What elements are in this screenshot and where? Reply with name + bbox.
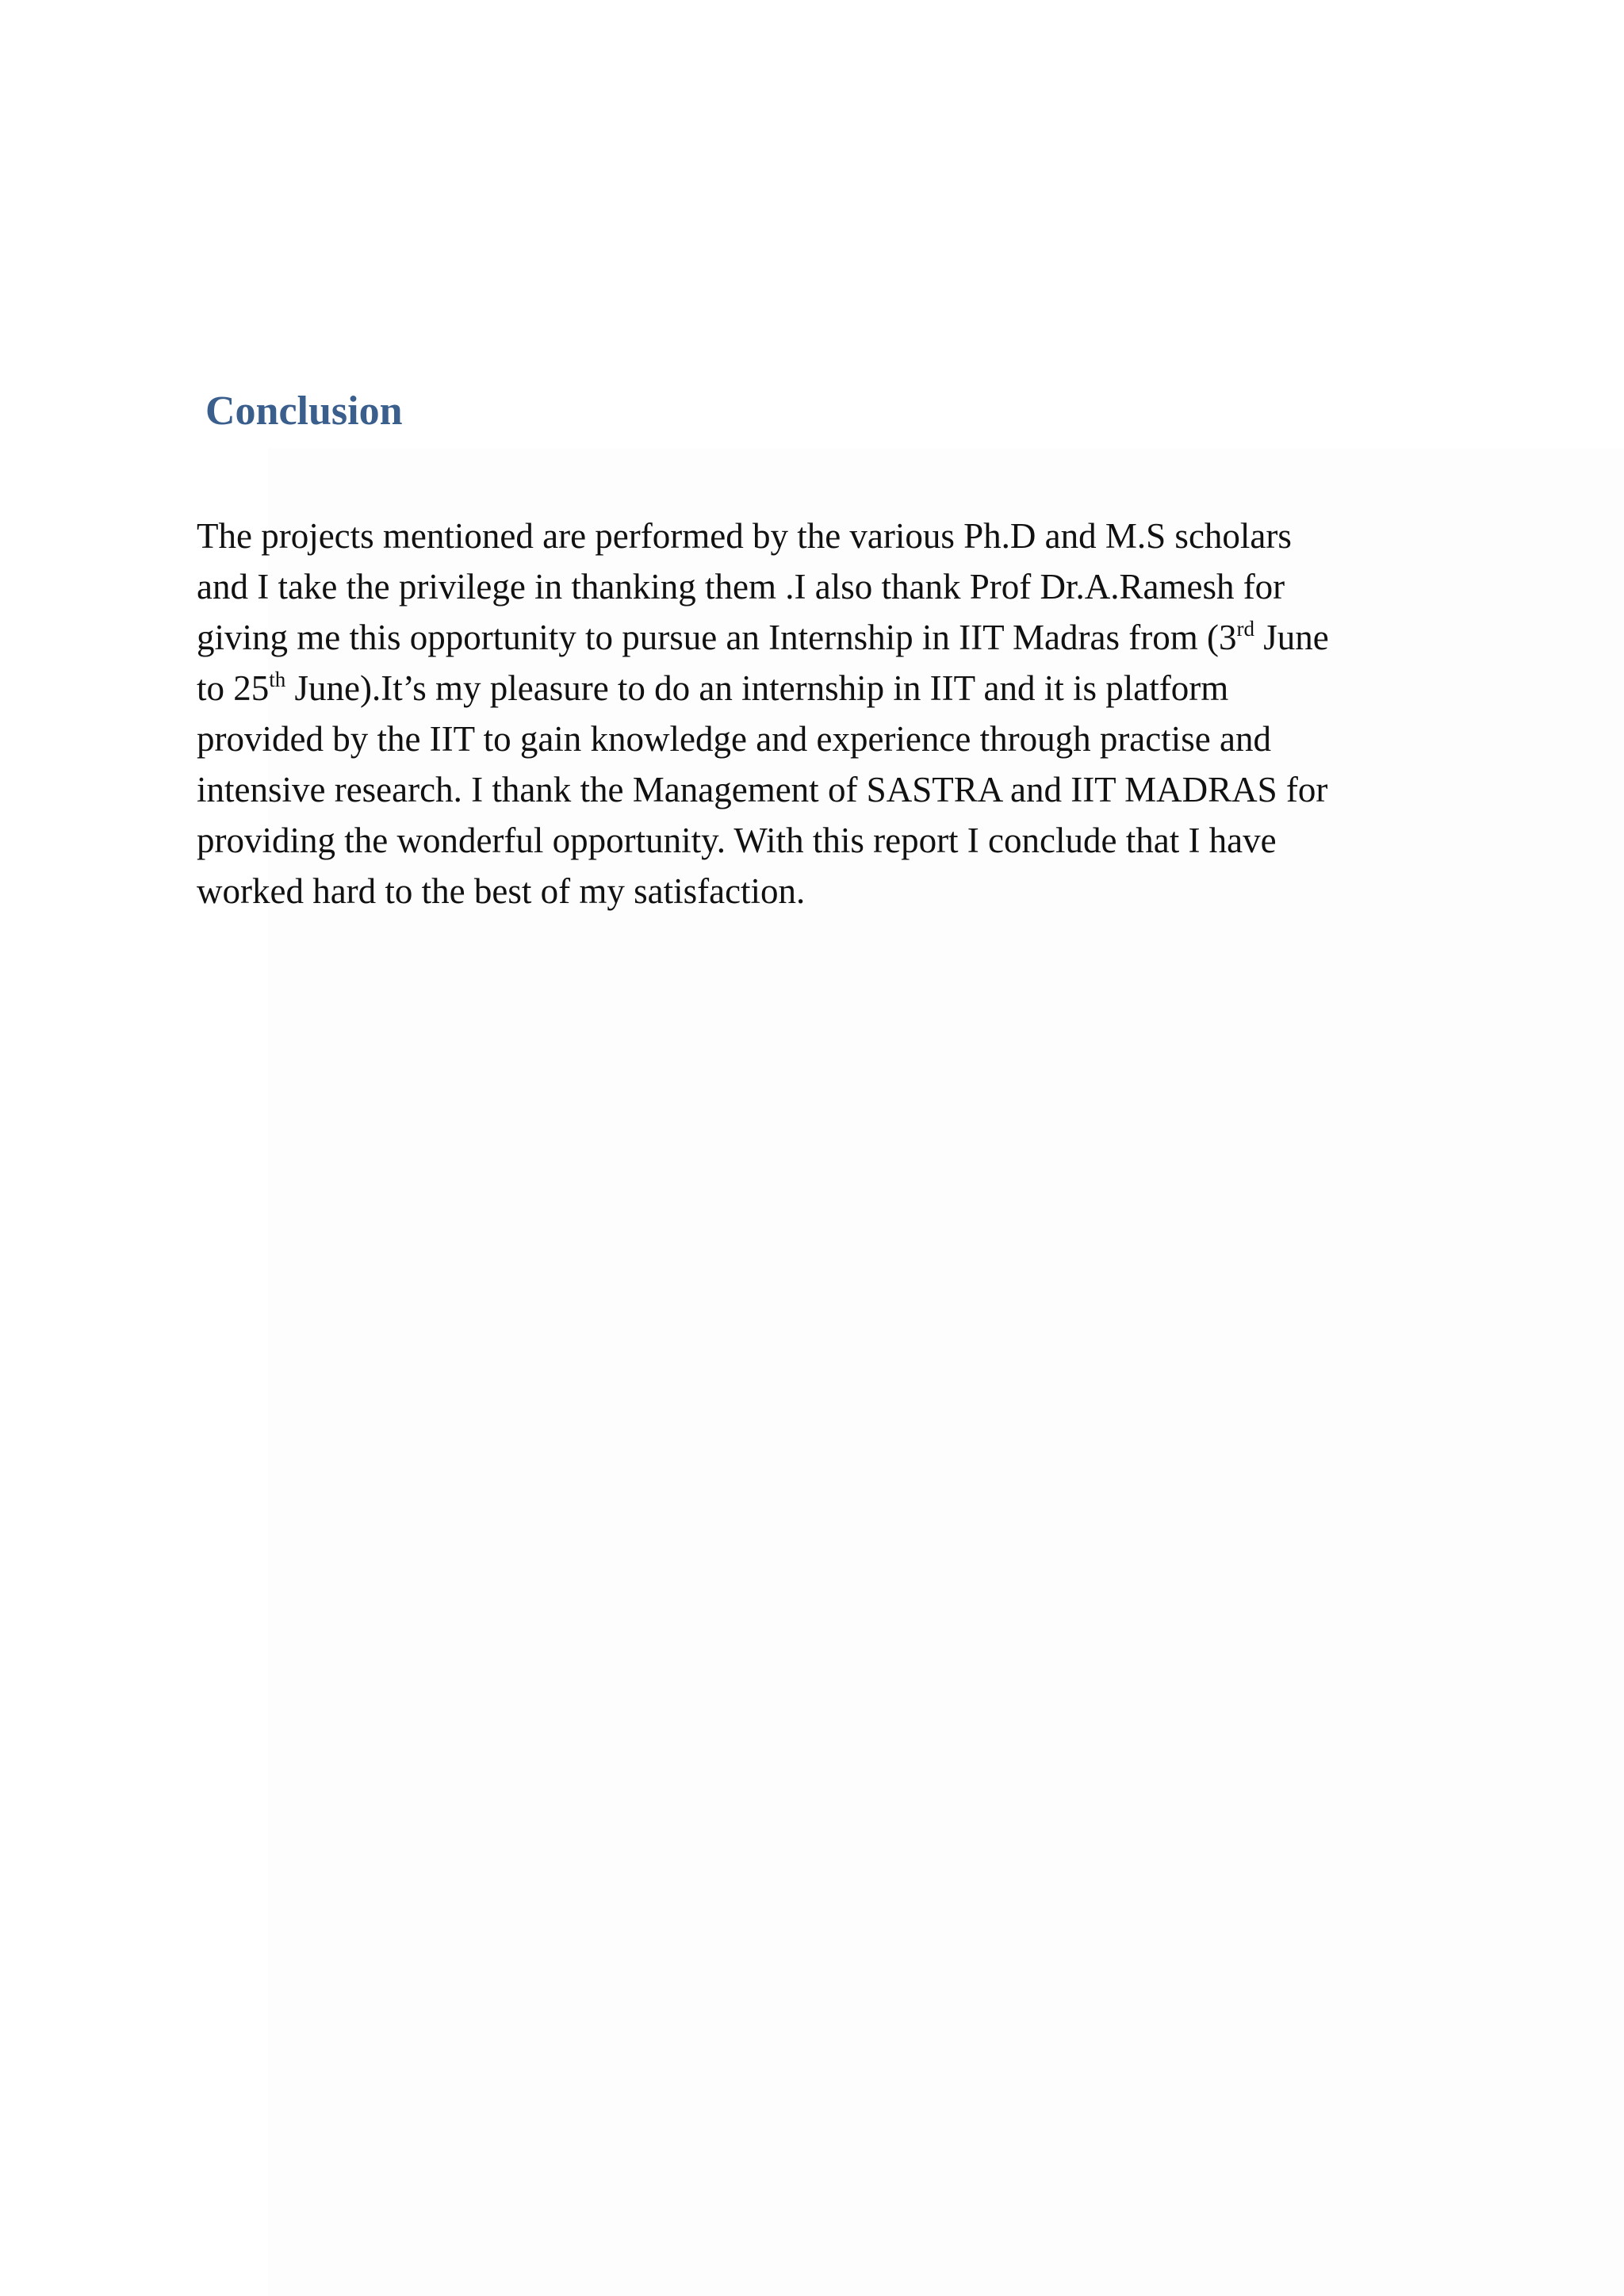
paragraph-line-4 <box>197 663 1450 714</box>
ordinal-suffix-rd: rd <box>1236 617 1254 641</box>
ordinal-suffix-th: th <box>269 668 286 691</box>
paragraph-line-6: intensive research. I thank the Management of SASTRA and IIT MADRAS for <box>197 770 1328 809</box>
line-4-text-end: June).It’s my pleasure to do an internship in IIT and it is platform <box>285 668 1229 708</box>
section-heading: Conclusion <box>205 388 403 434</box>
paragraph-line-3 <box>197 612 1450 663</box>
paragraph-line-5: provided by the IIT to gain knowledge and experience through practise and <box>197 719 1271 759</box>
paragraph-line-1: The projects mentioned are performed by the various Ph.D and M.S scholars <box>197 516 1292 556</box>
line-3-text-start: giving me this opportunity to pursue an Internship in IIT Madras from (3 <box>197 618 1237 657</box>
paragraph-line-2: and I take the privilege in thanking them .I also thank Prof Dr.A.Ramesh for <box>197 567 1285 607</box>
conclusion-paragraph <box>197 511 1450 916</box>
paragraph-line-7: providing the wonderful opportunity. With this report I conclude that I have <box>197 821 1277 860</box>
line-3-text-end: June <box>1254 618 1329 657</box>
paragraph-line-8: worked hard to the best of my satisfaction. <box>197 871 806 911</box>
line-4-text-start: to 25 <box>197 668 270 708</box>
